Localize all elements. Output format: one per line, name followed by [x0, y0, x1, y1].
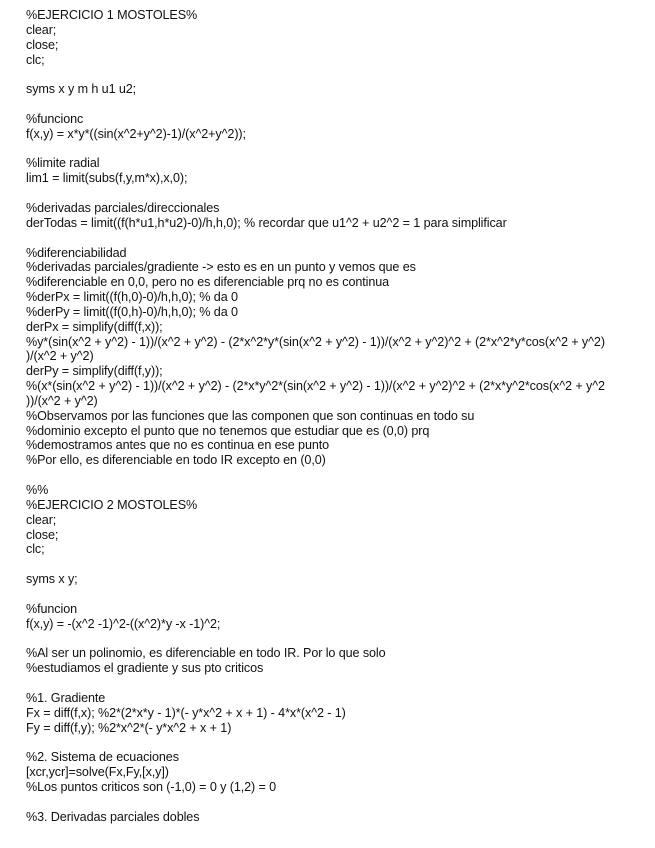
code-line: %2. Sistema de ecuaciones [26, 750, 179, 765]
code-line: f(x,y) = x*y*((sin(x^2+y^2)-1)/(x^2+y^2)); [26, 126, 246, 141]
code-line: %% [26, 483, 49, 497]
code-line [26, 587, 646, 602]
code-line: %derivadas parciales/gradiente -> esto es en un punto y vemos que es [26, 260, 416, 275]
code-line: %Los puntos criticos son (-1,0) = 0 y (1,2) = 0 [26, 779, 277, 794]
code-line: %estudiamos el gradiente y sus pto criticos [26, 661, 264, 676]
code-line: clear; [26, 22, 57, 37]
code-line: %funcion [26, 601, 78, 616]
code-line [26, 631, 646, 646]
code-line: )/(x^2 + y^2) [26, 349, 94, 364]
code-line [26, 735, 646, 750]
code-line: f(x,y) = -(x^2 -1)^2-((x^2)*y -x -1)^2; [26, 616, 221, 631]
code-line: %Al ser un polinomio, es diferenciable en todo IR. Por lo que solo [26, 646, 386, 661]
code-line: lim1 = limit(subs(f,y,m*x),x,0); [26, 171, 188, 186]
code-line: close; [26, 527, 59, 542]
code-line: %limite radial [26, 156, 100, 171]
code-line: %derPx = limit((f(h,0)-0)/h,h,0); % da 0 [26, 290, 238, 305]
code-line: Fy = diff(f,y); %2*x^2*(- y*x^2 + x + 1) [26, 720, 232, 735]
code-line: %demostramos antes que no es continua en ese punto [26, 438, 330, 453]
code-line: %dominio excepto el punto que no tenemos que estudiar que es (0,0) prq [26, 423, 430, 438]
code-line: %derPy = limit((f(0,h)-0)/h,h,0); % da 0 [26, 304, 238, 319]
code-line [26, 676, 646, 691]
code-line [26, 557, 646, 572]
code-line: Fx = diff(f,x); %2*(2*x*y - 1)*(- y*x^2 + x + 1) - 4*x*(x^2 - 1) [26, 705, 346, 720]
code-line: %EJERCICIO 1 MOSTOLES% [26, 8, 198, 22]
code-line: %Observamos por las funciones que las componen que son continuas en todo su [26, 408, 475, 423]
code-line: derTodas = limit((f(h*u1,h*u2)-0)/h,h,0); % recordar que u1^2 + u2^2 = 1 para simplificar [26, 215, 507, 230]
code-line: %(x*(sin(x^2 + y^2) - 1))/(x^2 + y^2) - (2*x*y^2*(sin(x^2 + y^2) - 1))/(x^2 + y^2)^2 + (2*x*y^2*cos(x^2 + y^2 [26, 379, 605, 394]
code-line [26, 142, 646, 157]
code-line: derPy = simplify(diff(f,y)); [26, 364, 163, 379]
code-line: %1. Gradiente [26, 690, 106, 705]
code-line [26, 97, 646, 112]
code-line [26, 186, 646, 201]
code-line: derPx = simplify(diff(f,x)); [26, 319, 163, 334]
code-line: syms x y; [26, 572, 78, 587]
code-line [26, 67, 646, 82]
code-line: %derivadas parciales/direccionales [26, 200, 220, 215]
code-line [26, 231, 646, 246]
code-line: %3. Derivadas parciales dobles [26, 809, 200, 824]
code-line: %y*(sin(x^2 + y^2) - 1))/(x^2 + y^2) - (2*x^2*y*(sin(x^2 + y^2) - 1))/(x^2 + y^2)^2 + (2*x^2*y*cos(x^2 + y^2) [26, 334, 605, 349]
code-line: ))/(x^2 + y^2) [26, 393, 98, 408]
code-listing [26, 8, 646, 824]
code-line: %Por ello, es diferenciable en todo IR excepto en (0,0) [26, 453, 326, 468]
code-line: clc; [26, 542, 45, 557]
code-line: clear; [26, 512, 57, 527]
code-line: clc; [26, 52, 45, 67]
code-line: [xcr,ycr]=solve(Fx,Fy,[x,y]) [26, 765, 169, 780]
code-line: %diferenciable en 0,0, pero no es diferenciable prq no es continua [26, 275, 390, 290]
code-line [26, 468, 646, 483]
code-line: syms x y m h u1 u2; [26, 82, 137, 97]
code-line [26, 795, 646, 810]
code-line: close; [26, 37, 59, 52]
code-line: %EJERCICIO 2 MOSTOLES% [26, 497, 198, 512]
code-line: %funcionc [26, 111, 84, 126]
code-line: %diferenciabilidad [26, 245, 127, 260]
